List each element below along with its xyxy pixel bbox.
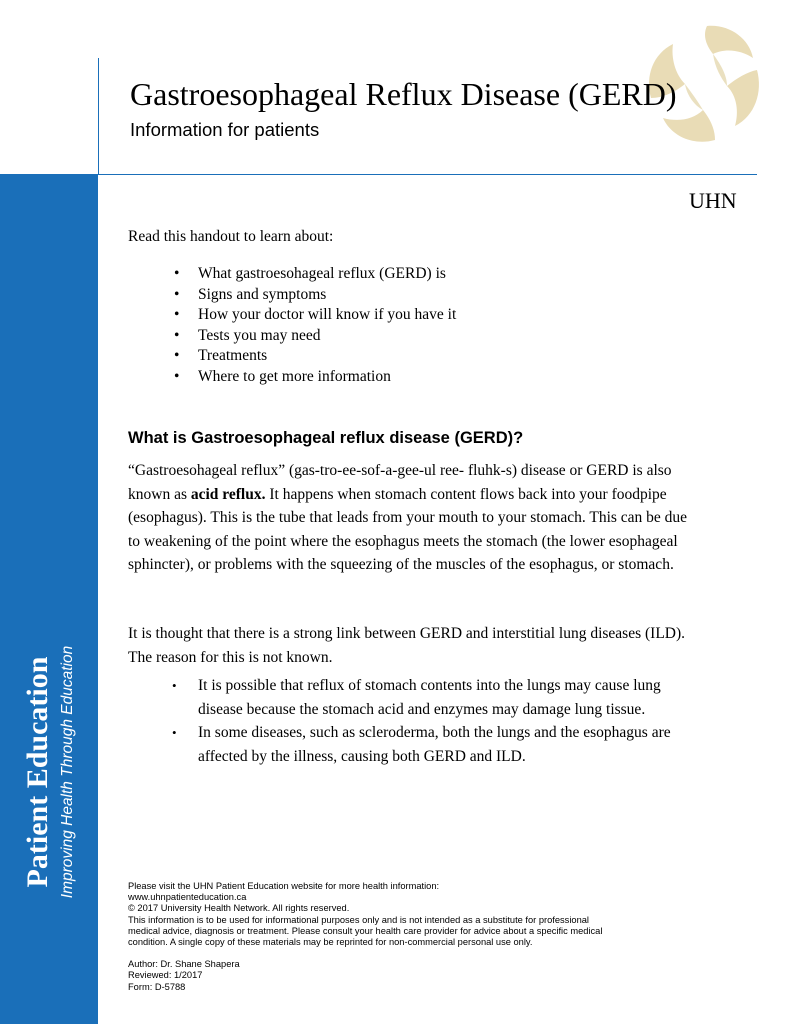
sidebar-band <box>0 174 98 1024</box>
list-item: • Treatments <box>128 346 456 367</box>
list-item: • How your doctor will know if you have it <box>128 305 456 326</box>
list-item: • What gastroesohageal reflux (GERD) is <box>128 264 456 285</box>
intro-lead: Read this handout to learn about: <box>128 228 334 245</box>
ild-bullet-list <box>128 674 688 768</box>
footer-author: Author: Dr. Shane Shapera <box>128 959 240 970</box>
footer-disclaimer-line: This information is to be used for informational purposes only and is not intended as a substitute for professional <box>128 914 589 925</box>
footer <box>128 881 688 993</box>
footer-website-link[interactable]: www.uhnpatienteducation.ca <box>128 892 247 903</box>
list-item: • In some diseases, such as scleroderma, both the lungs and the esophagus are affected by the illness, causing both GERD and ILD. <box>128 721 688 768</box>
topic-list <box>128 264 456 387</box>
footer-disclaimer-line: medical advice, diagnosis or treatment. Please consult your health care provider for advice about a specific medical <box>128 925 603 936</box>
footer-visit-text: Please visit the UHN Patient Education website for more health information: <box>128 881 440 891</box>
footer-form-number: Form: D-5788 <box>128 981 186 992</box>
definition-text-end: It happens when stomach content flows back into your foodpipe (esophagus). This is the tube that leads from your mouth to your stomach. This can be due to weakening of the point where the esophagus meets the stomach (the lower esophageal sphincter), or problems with the squeezing of the muscles of the esophagus, or stomach. <box>128 485 688 573</box>
header-vertical-rule <box>98 58 99 174</box>
list-item: • Signs and symptoms <box>128 285 456 306</box>
page-title: Gastroesophageal Reflux Disease (GERD) <box>130 76 677 112</box>
footer-reviewed-date: Reviewed: 1/2017 <box>128 970 203 981</box>
ild-paragraph: It is thought that there is a strong link between GERD and interstitial lung diseases (ILD). The reason for this is not known. <box>128 625 686 666</box>
sidebar-title: Patient Education <box>21 656 54 888</box>
list-item: • Where to get more information <box>128 367 456 388</box>
list-item: • It is possible that reflux of stomach contents into the lungs may cause lung disease because the stomach acid and enzymes may damage lung tissue. <box>128 674 688 721</box>
definition-paragraph <box>128 459 688 577</box>
sidebar-branding <box>20 552 78 992</box>
section-heading: What is Gastroesophageal reflux disease (GERD)? <box>128 429 524 447</box>
header-horizontal-rule <box>98 174 757 175</box>
page-subtitle: Information for patients <box>130 119 320 140</box>
definition-text-start: “Gastroesohageal reflux” (gas-tro-ee-sof-a-gee-ul ree- fluhk-s) disease or GERD is also known as <box>128 462 672 503</box>
sidebar-tagline: Improving Health Through Education <box>59 645 76 899</box>
footer-copyright: © 2017 University Health Network. All rights reserved. <box>128 903 350 914</box>
org-name: UHN <box>689 188 737 213</box>
footer-disclaimer-line: condition. A single copy of these materials may be reprinted for non-commercial personal use only. <box>128 937 533 948</box>
definition-term: acid reflux. <box>190 485 266 503</box>
list-item: • Tests you may need <box>128 326 456 347</box>
footer-spacer <box>128 948 688 959</box>
